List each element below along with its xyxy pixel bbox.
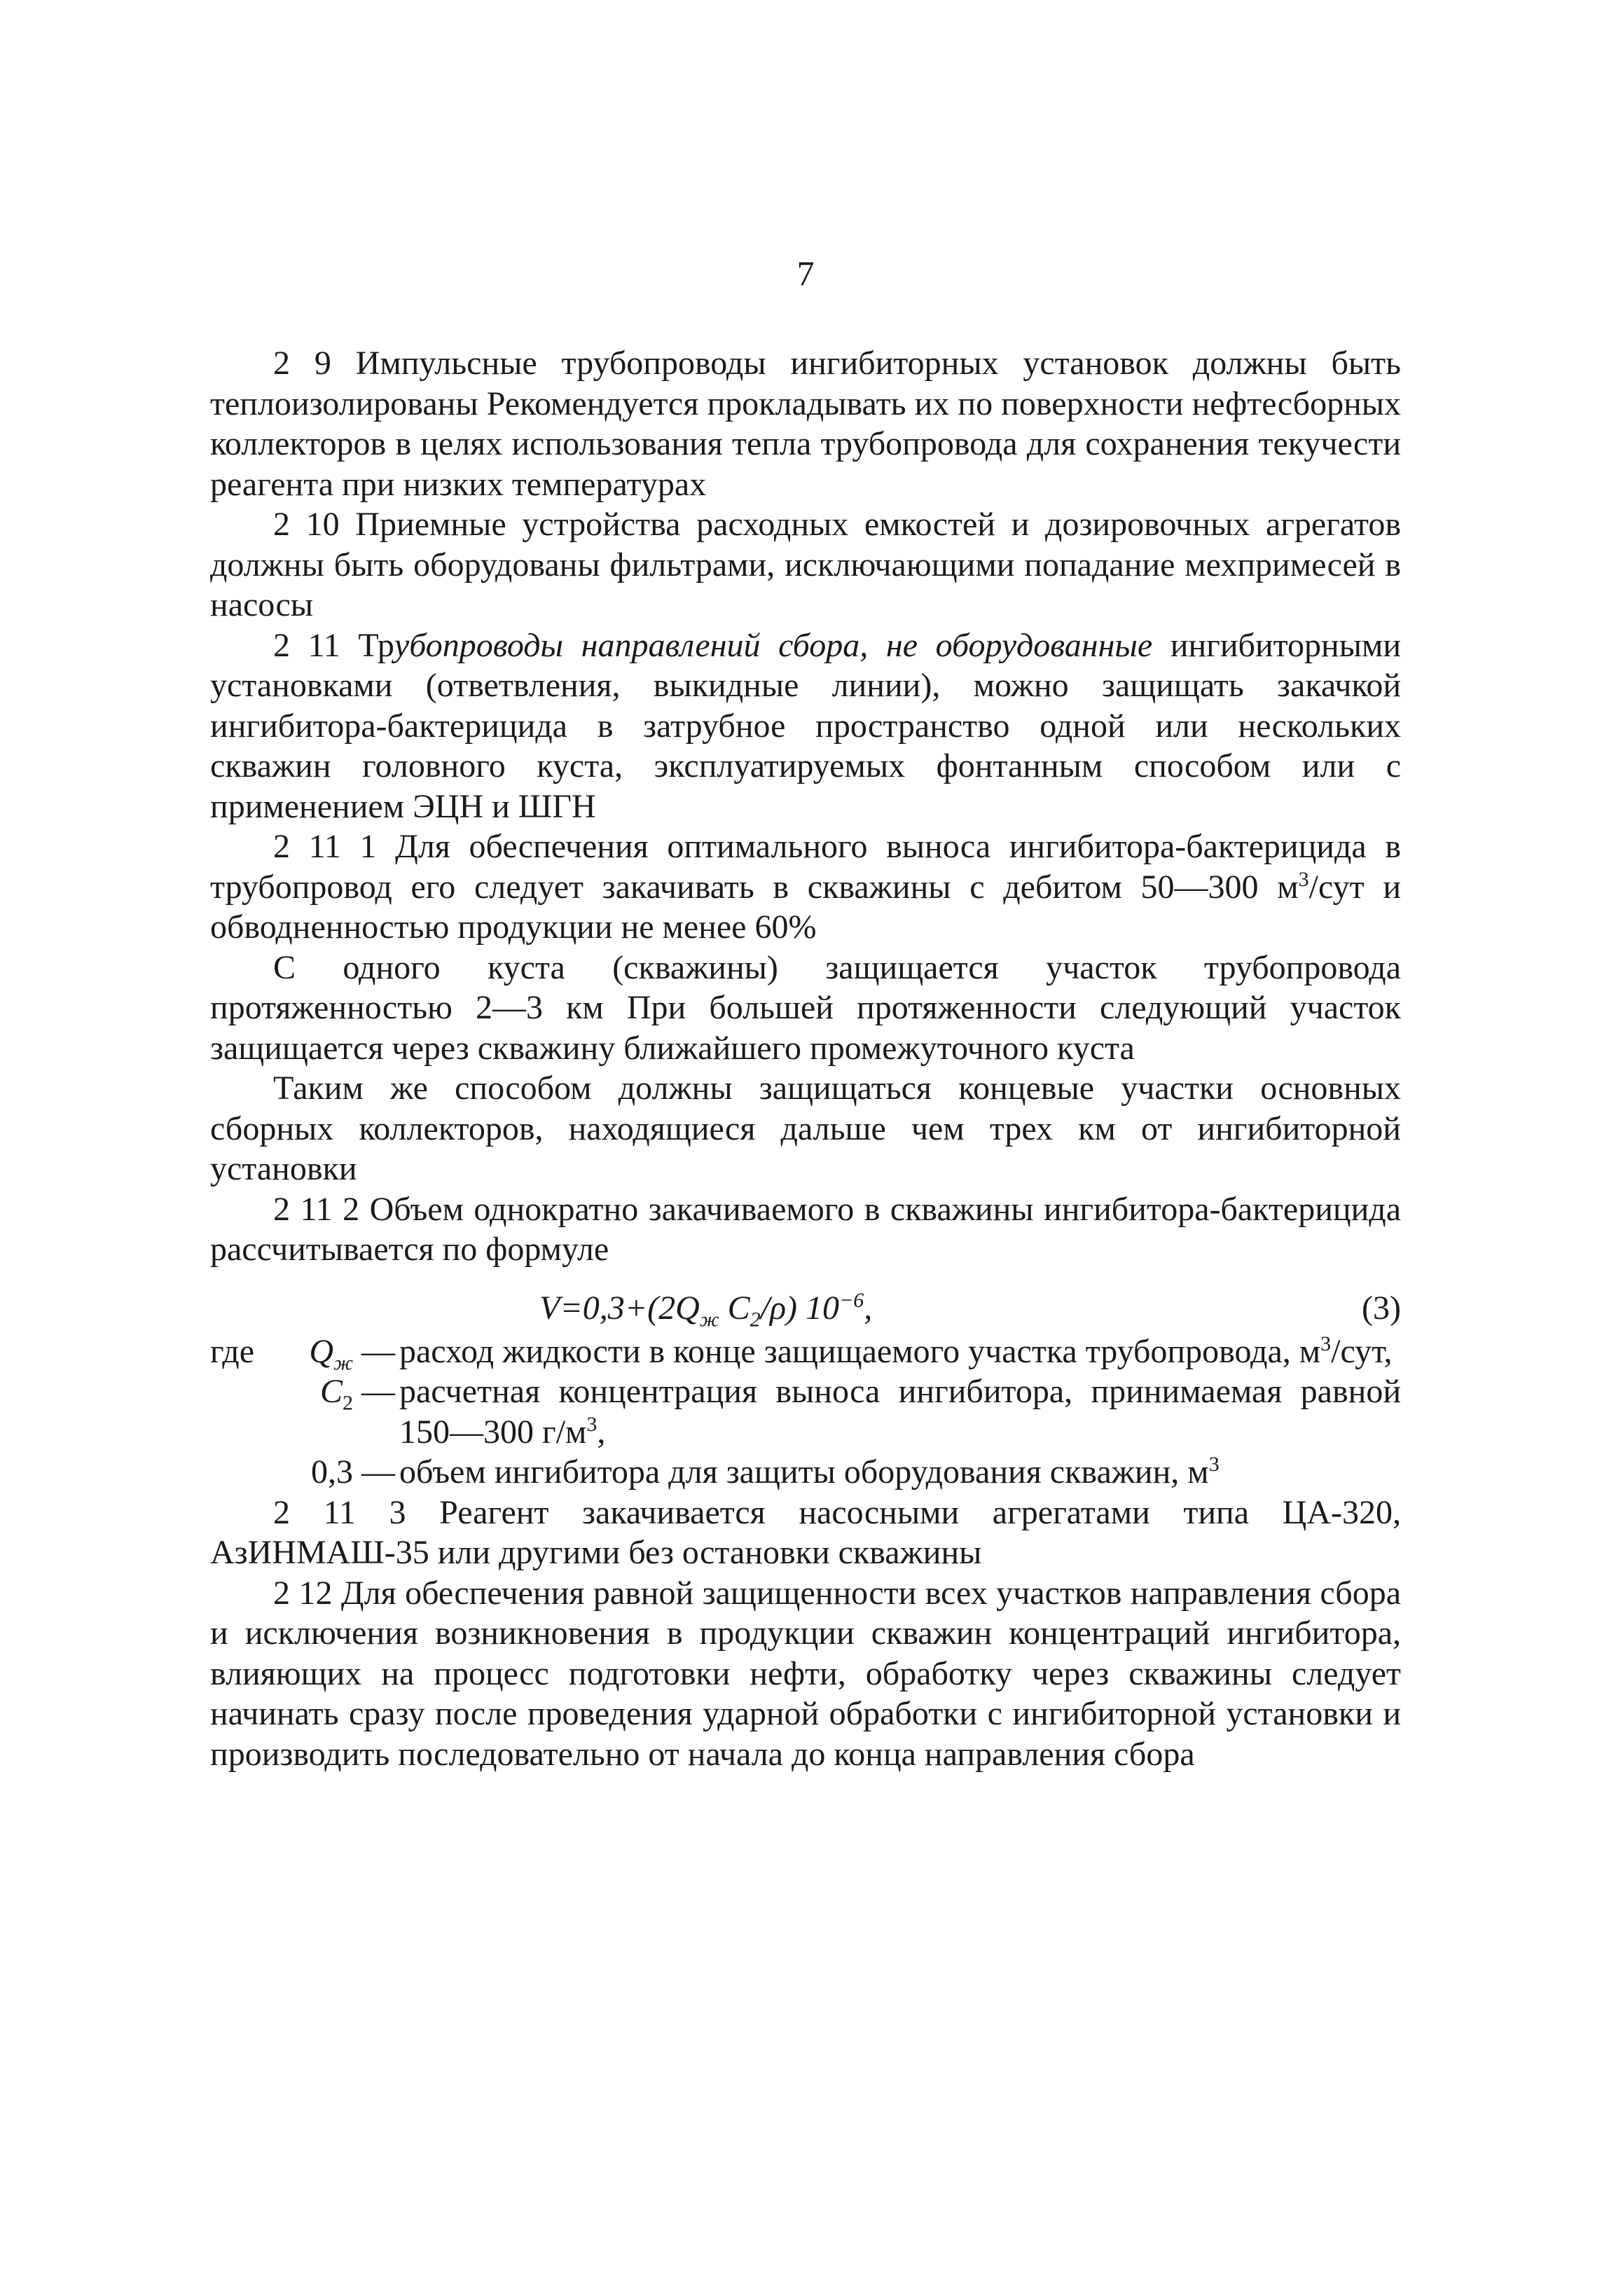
paragraph-2-10: 2 10 Приемные устройства расходных емкостей и дозировочных агрегатов должны быть оборудованы фильтрами, исключающими попадание мехпримесей в насосы: [210, 506, 1401, 623]
formula-part-c: /ρ) 10: [760, 1289, 840, 1327]
legend-term-sub: ж: [333, 1351, 353, 1375]
legend-term-symbol: Q: [309, 1332, 334, 1370]
legend-def-text: расход жидкости в конце защищаемого участка трубопровода, м: [399, 1332, 1321, 1370]
legend-term-symbol: C: [319, 1373, 343, 1410]
formula-number: (3): [1362, 1289, 1401, 1327]
legend-def-text-end: /сут,: [1331, 1332, 1393, 1370]
legend-term-sub: 2: [343, 1391, 353, 1415]
paragraph-kust: С одного куста (скважины) защищается участок трубопровода протяженностью 2—3 км При большей протяженности следующий участок защищается через скважину ближайшего промежуточного куста: [210, 948, 1401, 1067]
legend-term-03: [210, 1452, 399, 1493]
paragraph-2-11: [210, 625, 1401, 827]
legend-def-sup: 3: [1208, 1453, 1220, 1476]
paragraph-2-11-number: 2 11 Тр: [273, 626, 394, 664]
legend-def-qzh: [399, 1332, 1401, 1372]
formula-expression: [539, 1285, 872, 1332]
paragraph-2-11-3: 2 11 3 Реагент закачивается насосными агрегатами типа ЦА-320, АзИНМАШ-35 или другими без остановки скважины: [210, 1493, 1401, 1571]
legend-def-sup: 3: [586, 1412, 598, 1436]
formula-part-b: C: [719, 1289, 750, 1327]
paragraph-2-11-italic: убопроводы направлений сбора, не оборудованные: [394, 626, 1153, 664]
formula-legend: [210, 1332, 1401, 1493]
paragraph-2-11-2: 2 11 2 Объем однократно закачиваемого в скважины ингибитора-бактерицида рассчитывается по формуле: [210, 1190, 1401, 1268]
formula-part-a: V=0,3+(2Q: [539, 1289, 700, 1327]
paragraph-takim: Таким же способом должны защищаться концевые участки основных сборных коллекторов, находящиеся дальше чем трех км от ингибиторной установки: [210, 1070, 1401, 1187]
paragraph-2-11-1-text-b: /сут и обводненностью продукции не менее 60%: [210, 868, 1402, 946]
legend-term-qzh: [210, 1332, 399, 1375]
legend-dash: —: [353, 1373, 395, 1410]
legend-def-sup: 3: [1320, 1332, 1332, 1355]
paragraph-2-11-text: ингибиторными установками (ответвления, выкидные линии), можно защищать закачкой ингибитора-бактерицида в затрубное пространство одной или нескольких скважин головного куста, эксплуатируемых фонтанным способом или с применением ЭЦН и ШГН: [210, 626, 1402, 825]
legend-where: где: [210, 1332, 255, 1370]
legend-def-text: объем ингибитора для защиты оборудования скважин, м: [399, 1453, 1209, 1491]
legend-def-text: расчетная концентрация выноса ингибитора, принимаемая равной 150—300 г/м: [399, 1373, 1401, 1451]
formula-sub-2: 2: [750, 1308, 761, 1332]
paragraph-2-9: 2 9 Импульсные трубопроводы ингибиторных установок должны быть теплоизолированы Рекомендуется прокладывать их по поверхности нефтесборных коллекторов в целях использования тепла трубопровода для сохранения текучести реагента при низких температурах: [210, 345, 1401, 503]
paragraph-2-12: 2 12 Для обеспечения равной защищенности всех участков направления сбора и исключения возникновения в продукции скважин концентраций ингибитора, влияющих на процесс подготовки нефти, обработку через скважины следует начинать сразу после проведения ударной обработки с ингибиторной установки и производить последовательно от начала до конца направления сбора: [210, 1574, 1401, 1773]
legend-term-symbol: 0,3: [311, 1453, 353, 1491]
legend-dash: —: [353, 1453, 395, 1491]
document-page: [210, 252, 1401, 1774]
legend-def-c2: [399, 1371, 1401, 1452]
legend-def-text-end: ,: [597, 1413, 606, 1451]
paragraph-2-11-1-sup: 3: [1298, 867, 1309, 891]
legend-def-03: [399, 1452, 1401, 1493]
legend-term-c2: [210, 1371, 399, 1452]
legend-dash: —: [353, 1332, 395, 1370]
formula-part-d: ,: [864, 1289, 873, 1327]
formula-sub-zh: ж: [699, 1308, 719, 1332]
paragraph-2-11-1-text-a: 2 11 1 Для обеспечения оптимального выноса ингибитора-бактерицида в трубопровод его следует закачивать в скважины с дебитом 50—300 м: [210, 828, 1401, 906]
formula-exponent: −6: [839, 1288, 864, 1312]
page-number: 7: [796, 254, 815, 293]
paragraph-2-11-1: [210, 827, 1401, 948]
formula-3: [210, 1285, 1401, 1332]
